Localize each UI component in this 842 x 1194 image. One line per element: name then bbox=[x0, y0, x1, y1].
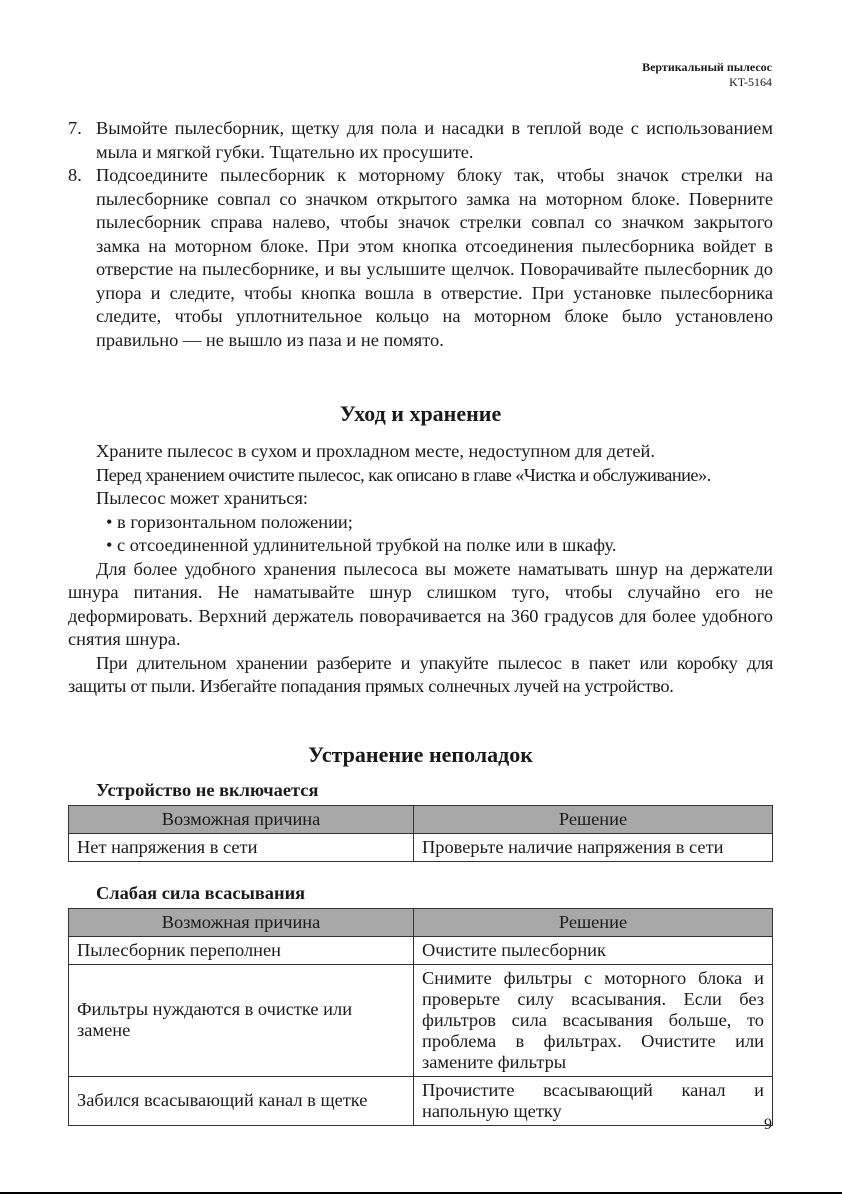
solution-cell: Снимите фильтры с моторного блока и проверьте силу всасывания. Если без фильтров сила всасывания больше, то проблема в фильтрах. Очистите или замените фильтры bbox=[414, 964, 773, 1076]
troubleshooting-table-1 bbox=[68, 805, 773, 862]
step-text: Подсоедините пылесборник к моторному блоку так, чтобы значок стрелки на пылесборнике совпал со значком открытого замка на моторном блоке. Поверните пылесборник справа налево, чтобы значок стрелки совпал со значком закрытого замка на моторном блоке. При этом кнопка отсоединения пылесборника войдет в отверстие на пылесборнике, и вы услышите щелчок. Поворачивайте пылесборник до упора и следите, чтобы кнопка вошла в отверстие. При установке пылесборника следите, чтобы уплотнительное кольцо на моторном блоке было установлено правильно — не вышло из паза и не помято. bbox=[96, 165, 773, 350]
bullet-text: с отсоединенной удлинительной трубкой на полке или в шкафу. bbox=[117, 535, 617, 555]
step-number: 7. bbox=[68, 118, 82, 138]
table-row bbox=[69, 833, 773, 861]
solution-cell: Проверьте наличие напряжения в сети bbox=[414, 833, 773, 861]
table-row bbox=[69, 1076, 773, 1125]
care-paragraph: Перед хранением очистите пылесос, как описано в главе «Чистка и обслуживание». bbox=[96, 464, 711, 485]
care-paragraph: Храните пылесос в сухом и прохладном месте, недоступном для детей. bbox=[96, 441, 655, 461]
care-paragraph: При длительном хранении разберите и упакуйте пылесос в пакет или коробку для защиты от пыли. Избегайте попадания прямых солнечных лучей на устройство. bbox=[68, 652, 773, 696]
care-paragraph: Для более удобного хранения пылесоса вы можете наматывать шнур на держатели шнура питания. Не наматывайте шнур слишком туго, чтобы случайно его не деформировать. Верхний держатель поворачивается на 360 градусов для более удобного снятия шнура. bbox=[68, 558, 773, 649]
header-cause: Возможная причина bbox=[69, 908, 414, 936]
table-row bbox=[69, 936, 773, 964]
step-item bbox=[68, 164, 773, 352]
header-solution: Решение bbox=[414, 805, 773, 833]
troubleshooting-title: Устранение неполадок bbox=[308, 741, 533, 767]
step-text: Вымойте пылесборник, щетку для пола и насадки в теплой воде с использованием мыла и мягкой губки. Тщательно их просушите. bbox=[96, 118, 773, 162]
step-number: 8. bbox=[68, 165, 82, 185]
care-paragraph: Пылесос может храниться: bbox=[96, 488, 309, 508]
header-product: Вертикальный пылесос bbox=[642, 60, 772, 74]
solution-cell: Очистите пылесборник bbox=[414, 936, 773, 964]
table-header-row bbox=[69, 908, 773, 936]
cause-cell: Пылесборник переполнен bbox=[69, 936, 414, 964]
bullet-text: в горизонтальном положении; bbox=[117, 511, 353, 532]
care-bullet: • в горизонтальном положении; bbox=[106, 511, 353, 532]
care-title: Уход и хранение bbox=[339, 401, 502, 426]
table-header-row bbox=[69, 805, 773, 833]
header-solution: Решение bbox=[414, 908, 773, 936]
step-item bbox=[68, 117, 773, 164]
solution-cell: Прочистите всасывающий канал и напольную щетку bbox=[414, 1076, 773, 1125]
header-cause: Возможная причина bbox=[69, 805, 414, 833]
table2-title: Слабая сила всасывания bbox=[96, 882, 306, 903]
header-model: KT-5164 bbox=[729, 75, 772, 89]
page-header bbox=[642, 60, 772, 90]
troubleshooting-table-2 bbox=[68, 908, 773, 1126]
care-bullet: • с отсоединенной удлинительной трубкой на полке или в шкафу. bbox=[106, 535, 617, 555]
page-content bbox=[68, 117, 773, 1126]
page-number: 9 bbox=[764, 1116, 772, 1133]
cause-cell: Фильтры нуждаются в очистке или замене bbox=[69, 964, 414, 1076]
table-row bbox=[69, 964, 773, 1076]
table1-title: Устройство не включается bbox=[96, 779, 319, 800]
cause-cell: Забился всасывающий канал в щетке bbox=[69, 1076, 414, 1125]
cause-cell: Нет напряжения в сети bbox=[69, 833, 414, 861]
